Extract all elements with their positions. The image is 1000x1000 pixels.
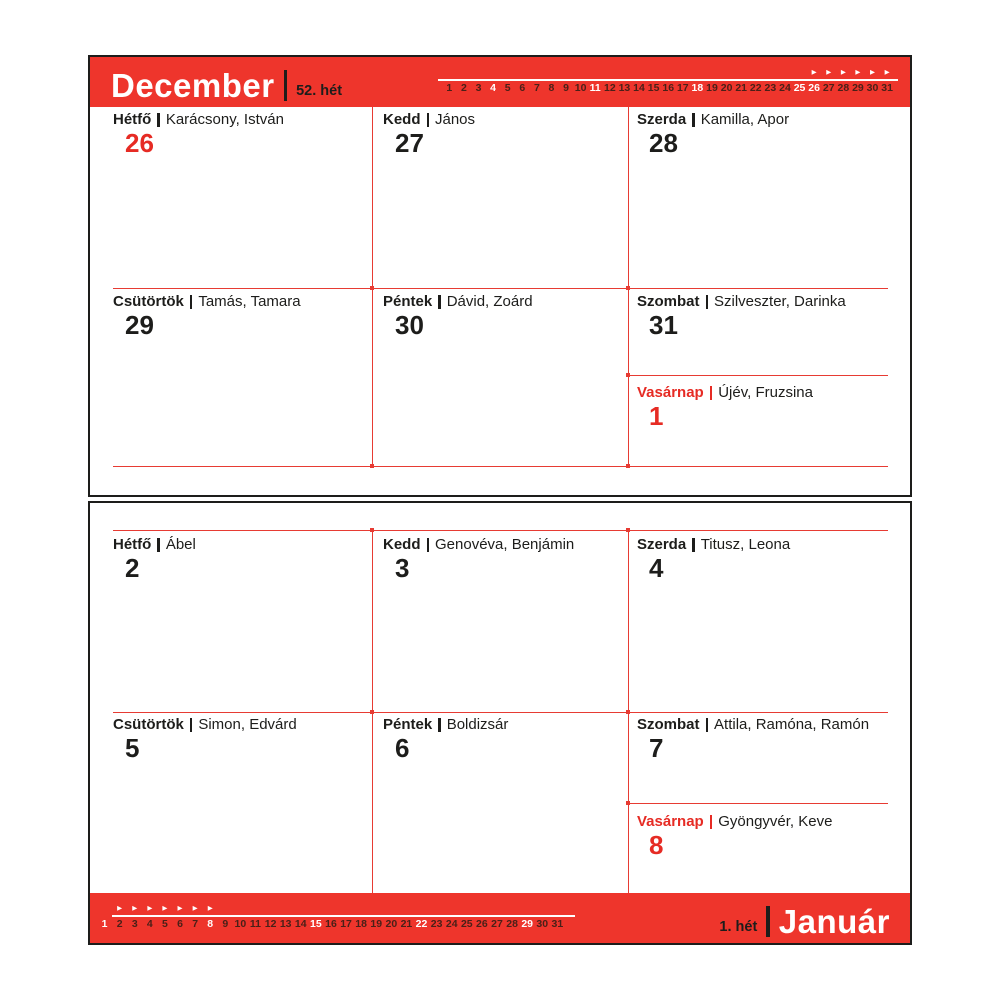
current-week-arrow-icon: ▶: [207, 905, 213, 912]
name-day-names: Gyöngyvér, Keve: [718, 813, 833, 830]
header-divider-bar: [284, 70, 288, 101]
jan-cell-monday: [113, 536, 196, 581]
mini-day-number: 8: [207, 918, 214, 930]
january-mini-days: [97, 904, 567, 931]
mini-day-number: 28: [837, 82, 850, 94]
mini-day-9: [218, 904, 233, 931]
mini-day-21: [734, 68, 749, 95]
mini-day-number: 23: [764, 82, 777, 94]
mini-day-24: [778, 68, 793, 95]
name-day-names: Titusz, Leona: [700, 536, 791, 553]
day-name-label: Vasárnap: [637, 384, 704, 401]
mini-day-number: 5: [162, 918, 168, 930]
mini-day-number: 24: [779, 82, 791, 94]
grid-line-horizontal: [628, 375, 888, 376]
day-name-label: Kedd: [383, 111, 421, 128]
mini-day-1: [442, 68, 457, 95]
date-number: 8: [649, 830, 664, 860]
january-page: [88, 501, 912, 945]
mini-day-28: [836, 68, 851, 95]
pipe-separator: [157, 113, 160, 127]
mini-day-7: [530, 68, 545, 95]
current-week-arrow-icon: ▶: [826, 69, 832, 76]
mini-day-21: [399, 904, 414, 931]
january-footer-band: [90, 893, 910, 943]
mini-day-number: 16: [325, 918, 337, 930]
date-number: 27: [395, 128, 424, 158]
day-name-label: Szombat: [637, 293, 700, 310]
mini-day-30: [865, 68, 880, 95]
mini-day-number: 19: [706, 82, 718, 94]
day-name-label: Péntek: [383, 716, 433, 733]
mini-day-number: 11: [589, 82, 601, 94]
pipe-separator: [706, 718, 709, 732]
grid-line-horizontal: [113, 712, 888, 713]
day-name-label: Szerda: [637, 111, 687, 128]
jan-cell-thursday: [113, 716, 297, 761]
mini-day-25: [792, 68, 807, 95]
mini-day-30: [535, 904, 550, 931]
grid-dot: [370, 464, 374, 468]
pipe-separator: [438, 718, 441, 732]
mini-day-4: [142, 904, 157, 931]
mini-day-number: 25: [793, 82, 806, 94]
mini-day-number: 20: [385, 918, 398, 930]
name-day-names: Tamás, Tamara: [198, 293, 301, 310]
mini-day-31: [880, 68, 895, 95]
mini-day-26: [807, 68, 822, 95]
mini-day-31: [550, 904, 565, 931]
mini-calendar-line: [112, 915, 575, 917]
mini-day-2: [112, 904, 127, 931]
mini-day-24: [444, 904, 459, 931]
mini-day-number: 12: [603, 82, 616, 94]
mini-day-number: 11: [249, 918, 262, 930]
name-day-names: Genovéva, Benjámin: [435, 536, 575, 553]
january-month-title: Január: [778, 902, 890, 940]
mini-day-number: 4: [490, 82, 496, 94]
mini-day-26: [474, 904, 489, 931]
mini-day-27: [489, 904, 504, 931]
mini-day-number: 9: [563, 82, 569, 94]
mini-day-27: [821, 68, 836, 95]
pipe-separator: [710, 815, 713, 829]
mini-day-number: 16: [662, 82, 675, 94]
current-week-arrow-icon: ▶: [162, 905, 168, 912]
mini-day-number: 27: [822, 82, 835, 94]
grid-dot: [626, 528, 630, 532]
mini-day-number: 17: [340, 918, 352, 930]
mini-day-number: 30: [536, 918, 549, 930]
mini-day-number: 13: [618, 82, 631, 94]
mini-day-number: 21: [400, 918, 413, 930]
mini-day-13: [278, 904, 293, 931]
name-day-names: Karácsony, István: [165, 111, 284, 128]
mini-day-number: 30: [866, 82, 879, 94]
mini-day-number: 8: [548, 82, 555, 94]
december-mini-calendar: [442, 68, 896, 95]
mini-day-6: [515, 68, 530, 95]
dec-cell-monday: [113, 111, 284, 156]
grid-line-horizontal: [113, 288, 888, 289]
mini-day-11: [588, 68, 603, 95]
mini-day-16: [661, 68, 676, 95]
mini-day-22: [414, 904, 429, 931]
mini-day-number: 9: [222, 918, 229, 930]
dec-cell-tuesday: [383, 111, 475, 156]
dec-cell-wednesday: [637, 111, 789, 156]
mini-day-number: 1: [101, 918, 108, 930]
date-number: 5: [125, 733, 140, 763]
pipe-separator: [190, 718, 193, 732]
name-day-names: Kamilla, Apor: [700, 111, 790, 128]
mini-day-number: 12: [264, 918, 277, 930]
mini-day-8: [203, 904, 218, 931]
pipe-separator: [692, 113, 695, 127]
day-name-label: Péntek: [383, 293, 433, 310]
pipe-separator: [710, 386, 713, 400]
mini-day-20: [719, 68, 734, 95]
date-number: 29: [125, 310, 154, 340]
current-week-arrow-icon: ▶: [192, 905, 198, 912]
mini-day-11: [248, 904, 263, 931]
jan-cell-saturday: [637, 716, 869, 761]
mini-day-number: 24: [445, 918, 458, 930]
mini-day-number: 2: [116, 918, 123, 930]
name-day-names: Szilveszter, Darinka: [714, 293, 846, 310]
jan-cell-tuesday: [383, 536, 574, 581]
pipe-separator: [438, 295, 441, 309]
mini-day-4: [486, 68, 501, 95]
pipe-separator: [157, 538, 160, 552]
name-day-names: Dávid, Zoárd: [446, 293, 533, 310]
current-week-arrow-icon: ▶: [884, 69, 890, 76]
jan-cell-sunday: [637, 813, 832, 858]
mini-day-12: [603, 68, 618, 95]
mini-day-number: 31: [881, 82, 893, 94]
mini-day-29: [520, 904, 535, 931]
current-week-arrow-icon: ▶: [117, 905, 123, 912]
name-day-names: Simon, Edvárd: [198, 716, 297, 733]
current-week-arrow-icon: ▶: [870, 69, 876, 76]
grid-line-horizontal: [113, 466, 888, 467]
mini-day-19: [705, 68, 720, 95]
pipe-separator: [427, 113, 430, 127]
mini-day-29: [851, 68, 866, 95]
mini-day-number: 3: [475, 82, 482, 94]
mini-day-number: 26: [476, 918, 488, 930]
pipe-separator: [427, 538, 430, 552]
mini-day-8: [544, 68, 559, 95]
mini-day-number: 1: [446, 82, 453, 94]
dec-cell-saturday: [637, 293, 846, 338]
grid-line-horizontal: [628, 803, 888, 804]
mini-day-5: [500, 68, 515, 95]
pipe-separator: [190, 295, 193, 309]
mini-day-14: [632, 68, 647, 95]
date-number: 31: [649, 310, 678, 340]
mini-day-number: 3: [131, 918, 138, 930]
mini-day-number: 22: [415, 918, 428, 930]
mini-day-number: 29: [852, 82, 864, 94]
grid-dot: [370, 528, 374, 532]
pipe-separator: [692, 538, 695, 552]
december-header-band: [90, 57, 910, 107]
january-week-label: 1. hét: [719, 919, 758, 935]
mini-day-20: [384, 904, 399, 931]
mini-day-number: 7: [533, 82, 540, 94]
mini-day-18: [354, 904, 369, 931]
grid-dot: [626, 710, 630, 714]
mini-day-number: 19: [370, 918, 383, 930]
december-month-title: December: [111, 66, 275, 104]
mini-day-number: 7: [192, 918, 199, 930]
mini-day-12: [263, 904, 278, 931]
mini-day-number: 21: [735, 82, 748, 94]
date-number: 1: [649, 401, 664, 431]
mini-day-18: [690, 68, 705, 95]
day-name-label: Kedd: [383, 536, 421, 553]
mini-calendar-line: [438, 79, 898, 81]
mini-day-15: [308, 904, 323, 931]
mini-day-number: 22: [749, 82, 762, 94]
mini-day-23: [429, 904, 444, 931]
grid-dot: [626, 801, 630, 805]
grid-line-horizontal: [113, 530, 888, 531]
mini-day-13: [617, 68, 632, 95]
mini-day-15: [646, 68, 661, 95]
mini-day-number: 31: [551, 918, 564, 930]
mini-day-25: [459, 904, 474, 931]
mini-day-number: 28: [506, 918, 518, 930]
grid-dot: [626, 286, 630, 290]
mini-day-2: [457, 68, 472, 95]
mini-day-9: [559, 68, 574, 95]
name-day-names: Boldizsár: [446, 716, 509, 733]
mini-day-10: [573, 68, 588, 95]
mini-day-19: [369, 904, 384, 931]
mini-day-number: 15: [310, 918, 322, 930]
mini-day-22: [748, 68, 763, 95]
december-mini-days: [442, 68, 896, 95]
date-number: 7: [649, 733, 664, 763]
day-name-label: Hétfő: [113, 111, 152, 128]
current-week-arrow-icon: ▶: [147, 905, 153, 912]
mini-day-23: [763, 68, 778, 95]
grid-dot: [626, 373, 630, 377]
pipe-separator: [706, 295, 709, 309]
mini-day-number: 23: [430, 918, 443, 930]
name-day-names: Újév, Fruzsina: [718, 384, 813, 401]
day-name-label: Vasárnap: [637, 813, 704, 830]
mini-day-number: 26: [808, 82, 820, 94]
december-week-label: 52. hét: [296, 83, 343, 99]
day-name-label: Csütörtök: [113, 293, 184, 310]
mini-day-number: 4: [146, 918, 153, 930]
name-day-names: János: [435, 111, 476, 128]
dec-cell-friday: [383, 293, 533, 338]
jan-cell-wednesday: [637, 536, 790, 581]
mini-day-5: [157, 904, 172, 931]
mini-day-6: [172, 904, 187, 931]
mini-day-number: 6: [519, 82, 526, 94]
day-name-label: Csütörtök: [113, 716, 184, 733]
december-page: [88, 55, 912, 497]
mini-day-number: 17: [676, 82, 689, 94]
date-number: 3: [395, 553, 410, 583]
dec-cell-thursday: [113, 293, 301, 338]
name-day-names: Ábel: [165, 536, 196, 553]
mini-day-number: 25: [460, 918, 473, 930]
current-week-arrow-icon: ▶: [855, 69, 861, 76]
mini-day-number: 5: [504, 82, 511, 94]
mini-day-number: 14: [633, 82, 645, 94]
mini-day-16: [323, 904, 338, 931]
footer-divider-bar: [766, 906, 770, 937]
current-week-arrow-icon: ▶: [177, 905, 183, 912]
date-number: 26: [125, 128, 154, 158]
mini-day-number: 27: [491, 918, 503, 930]
mini-day-number: 14: [294, 918, 307, 930]
mini-day-number: 10: [234, 918, 247, 930]
date-number: 4: [649, 553, 664, 583]
grid-dot: [370, 286, 374, 290]
current-week-arrow-icon: ▶: [132, 905, 138, 912]
mini-day-number: 13: [279, 918, 292, 930]
day-name-label: Hétfő: [113, 536, 152, 553]
mini-day-number: 2: [460, 82, 467, 94]
mini-day-10: [233, 904, 248, 931]
date-number: 28: [649, 128, 678, 158]
current-week-arrow-icon: ▶: [840, 69, 846, 76]
mini-day-number: 15: [647, 82, 660, 94]
mini-day-7: [188, 904, 203, 931]
mini-day-14: [293, 904, 308, 931]
current-week-arrow-icon: ▶: [811, 69, 817, 76]
mini-day-17: [339, 904, 354, 931]
mini-day-3: [127, 904, 142, 931]
day-name-label: Szombat: [637, 716, 700, 733]
date-number: 6: [395, 733, 410, 763]
mini-day-number: 20: [720, 82, 733, 94]
mini-day-1: [97, 904, 112, 931]
january-mini-calendar: [97, 904, 567, 931]
mini-day-28: [505, 904, 520, 931]
mini-day-number: 18: [691, 82, 704, 94]
mini-day-number: 18: [355, 918, 367, 930]
dec-cell-sunday: [637, 384, 813, 429]
mini-day-17: [676, 68, 691, 95]
date-number: 2: [125, 553, 140, 583]
mini-day-number: 10: [574, 82, 587, 94]
day-name-label: Szerda: [637, 536, 687, 553]
mini-day-number: 6: [177, 918, 183, 930]
jan-cell-friday: [383, 716, 508, 761]
grid-dot: [370, 710, 374, 714]
grid-dot: [626, 464, 630, 468]
date-number: 30: [395, 310, 424, 340]
name-day-names: Attila, Ramóna, Ramón: [714, 716, 870, 733]
mini-day-3: [471, 68, 486, 95]
mini-day-number: 29: [521, 918, 534, 930]
